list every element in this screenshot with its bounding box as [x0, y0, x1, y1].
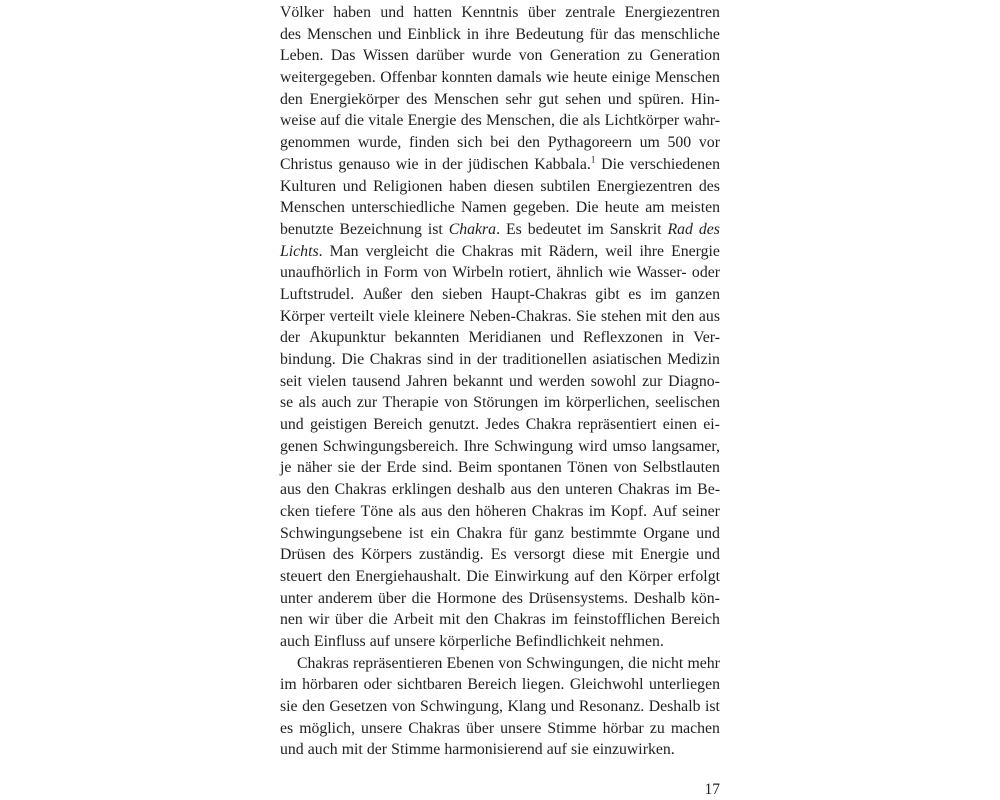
text-line: se als auch zur Therapie von Störungen im körperlichen, seelischen: [280, 394, 720, 412]
text-line: bindung. Die Chakras sind in der traditionellen asiatischen Medizin: [280, 351, 720, 368]
text-line: Völker haben und hatten Kenntnis über zentrale Energiezentren: [280, 4, 720, 21]
text-line: aus den Chakras erklingen deshalb aus den unteren Chakras im Be-: [280, 481, 720, 499]
text-line: genommen wurde, finden sich bei den Pythagoreern um 500 vor: [280, 134, 720, 152]
text-line: Drüsen des Körpers zuständig. Es versorgt diese mit Energie und: [280, 546, 720, 564]
text-line: Menschen unterschiedliche Namen gegeben. Die heute am meisten: [280, 199, 720, 217]
text-line: genen Schwingungsbereich. Ihre Schwingung wird umso langsamer,: [280, 437, 720, 455]
text-line: steuert den Energiehaushalt. Die Einwirkung auf den Körper erfolgt: [280, 567, 720, 585]
text-line: weise auf die vitale Energie des Menschen, die als Lichtkörper wahr-: [280, 112, 720, 130]
text-line: Körper verteilt viele kleinere Neben-Chakras. Sie stehen mit den aus: [280, 307, 720, 325]
text-line: je näher sie der Erde sind. Beim spontanen Tönen von Selbstlauten: [280, 459, 720, 477]
text-line: Lichts. Man vergleicht die Chakras mit Rädern, weil ihre Energie: [280, 242, 720, 260]
text-line: sie den Gesetzen von Schwingung, Klang und Resonanz. Deshalb ist: [280, 698, 720, 715]
text-line: und auch mit der Stimme harmonisierend auf sie einzuwirken.: [280, 741, 675, 759]
page-text-block: [280, 2, 720, 761]
text-line: des Menschen und Einblick in ihre Bedeutung für das menschliche: [280, 25, 720, 43]
text-line: unter anderem über die Hormone des Drüsensystems. Deshalb kön-: [280, 589, 720, 607]
text-line: cken tiefere Töne als aus den höheren Chakras im Kopf. Auf seiner: [280, 502, 720, 520]
text-line: und geistigen Bereich genutzt. Jedes Chakra repräsentiert einen ei-: [280, 416, 720, 434]
text-line: weitergegeben. Offenbar konnten damals wie heute einige Menschen: [280, 69, 720, 87]
text-line: auch Einfluss auf unsere körperliche Befindlichkeit nehmen.: [280, 632, 664, 650]
text-line: es möglich, unsere Chakras über unsere Stimme hörbar zu machen: [280, 719, 720, 737]
page-number: 17: [704, 781, 720, 798]
text-line: unaufhörlich in Form von Wirbeln rotiert, ähnlich wie Wasser- oder: [280, 264, 720, 282]
text-line: seit vielen tausend Jahren bekannt und werden sowohl zur Diagno-: [280, 372, 720, 390]
text-line: Leben. Das Wissen darüber wurde von Generation zu Generation: [280, 47, 720, 65]
text-line: benutzte Bezeichnung ist Chakra. Es bedeutet im Sanskrit Rad des: [280, 220, 720, 238]
text-line: den Energiekörper des Menschen sehr gut sehen und spüren. Hin-: [280, 90, 720, 108]
text-line: Luftstrudel. Außer den sieben Haupt-Chakras gibt es im ganzen: [280, 285, 720, 303]
text-line: im hörbaren oder sichtbaren Bereich liegen. Gleichwohl unterliegen: [280, 676, 720, 694]
text-line: Chakras repräsentieren Ebenen von Schwingungen, die nicht mehr: [297, 654, 720, 672]
text-line: Schwingungsebene ist ein Chakra für ganz bestimmte Organe und: [280, 524, 720, 542]
text-line: Kulturen und Religionen haben diesen subtilen Energiezentren des: [280, 177, 720, 195]
text-line: Christus genauso wie in der jüdischen Kabbala.$^1$ Die verschiedenen: [280, 155, 720, 173]
footnote-ref: 1: [590, 155, 596, 166]
text-line: nen wir über die Arbeit mit den Chakras im feinstofflichen Bereich: [280, 611, 720, 629]
text-line: der Akupunktur bekannten Meridianen und Reflexzonen in Ver-: [280, 329, 720, 347]
